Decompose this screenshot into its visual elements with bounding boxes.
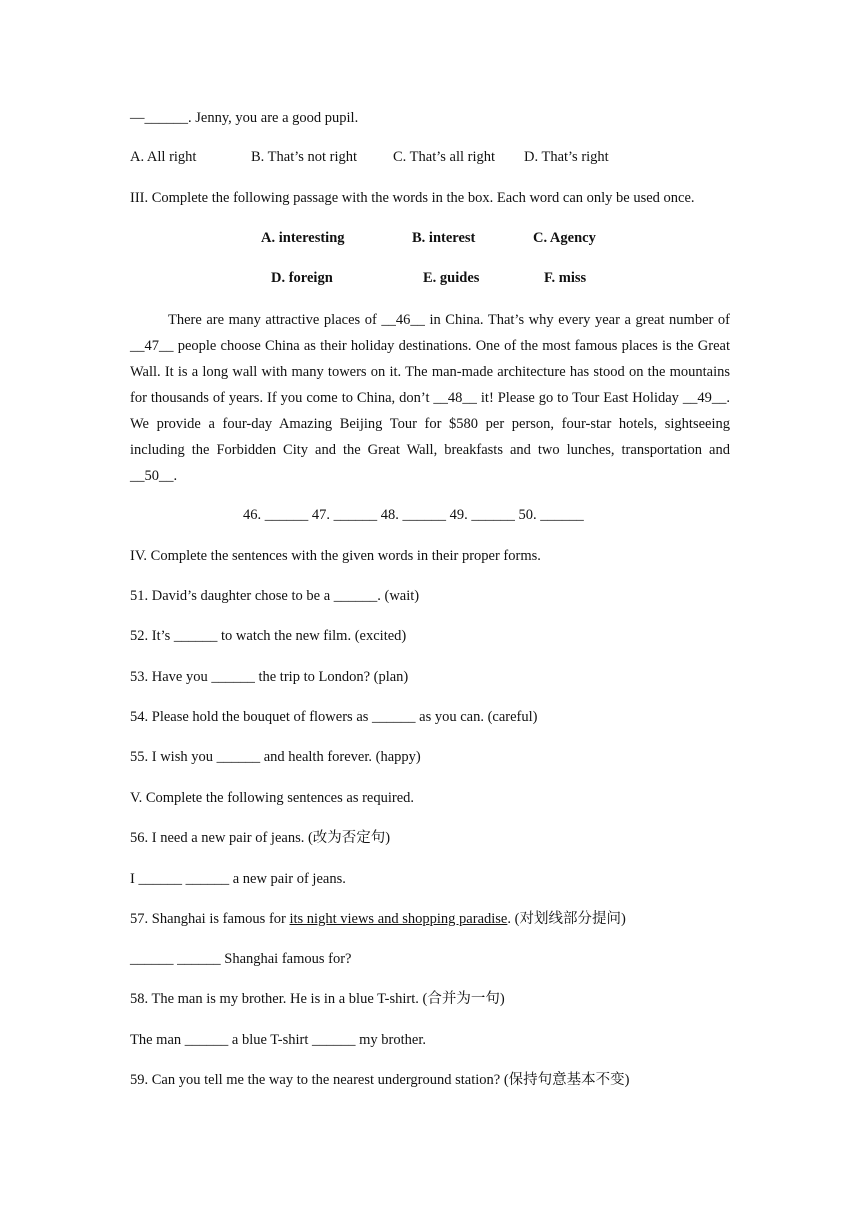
option-c: C. That’s all right (393, 149, 496, 165)
q59: 59. Can you tell me the way to the nearest underground station? (保持句意基本不变) (130, 1072, 630, 1088)
q55: 55. I wish you ______ and health forever. (happy) (130, 749, 421, 765)
q58: 58. The man is my brother. He is in a blue T-shirt. (合并为一句) (130, 991, 505, 1007)
word-d: D. foreign (271, 270, 333, 286)
section3-heading: III. Complete the following passage with the words in the box. Each word can only be used once. (130, 190, 695, 206)
word-f: F. miss (544, 270, 587, 286)
passage-text: There are many attractive places of __46__ in China. That’s why every year a great number of __47__ people choose China as their holiday destinations. One of the most famous places is the Great Wall. It is a long wall with many towers on it. The man-made architecture has stood on the mountains for thousands of years. If you come to China, don’t __48__ it! Please go to Tour East Holiday __49__. We provide a four-day Amazing Beijing Tour for $580 per person, four-star hotels, sightseeing including the Forbidden City and the Great Wall, breakfasts and two lunches, transportation and __50__. (130, 312, 730, 484)
option-a: A. All right (130, 149, 197, 165)
answer-blanks-46-50: 46. ______ 47. ______ 48. ______ 49. ______ 50. ______ (243, 507, 584, 523)
word-e: E. guides (423, 270, 480, 286)
q56-answer: I ______ ______ a new pair of jeans. (130, 871, 346, 887)
option-d: D. That’s right (524, 149, 609, 165)
q56: 56. I need a new pair of jeans. (改为否定句) (130, 830, 391, 846)
option-b: B. That’s not right (251, 149, 358, 165)
q58-answer: The man ______ a blue T-shirt ______ my brother. (130, 1032, 427, 1048)
q51: 51. David’s daughter chose to be a ______. (wait) (130, 588, 420, 604)
q54: 54. Please hold the bouquet of flowers as ______ as you can. (careful) (130, 709, 538, 725)
passage (130, 307, 730, 489)
q57-pre: 57. Shanghai is famous for (130, 911, 290, 927)
q45-response: —______. Jenny, you are a good pupil. (130, 110, 359, 126)
q57 (130, 910, 626, 928)
q52: 52. It’s ______ to watch the new film. (excited) (130, 628, 407, 644)
q57-answer: ______ ______ Shanghai famous for? (130, 951, 352, 967)
q57-post: . (对划线部分提问) (507, 911, 626, 927)
word-b: B. interest (412, 230, 476, 246)
section4-heading: IV. Complete the sentences with the given words in their proper forms. (130, 548, 541, 564)
q57-underlined: its night views and shopping paradise (289, 911, 508, 927)
section5-heading: V. Complete the following sentences as required. (130, 790, 415, 806)
word-c: C. Agency (533, 230, 596, 246)
word-a: A. interesting (261, 230, 345, 246)
q53: 53. Have you ______ the trip to London? (plan) (130, 669, 409, 685)
